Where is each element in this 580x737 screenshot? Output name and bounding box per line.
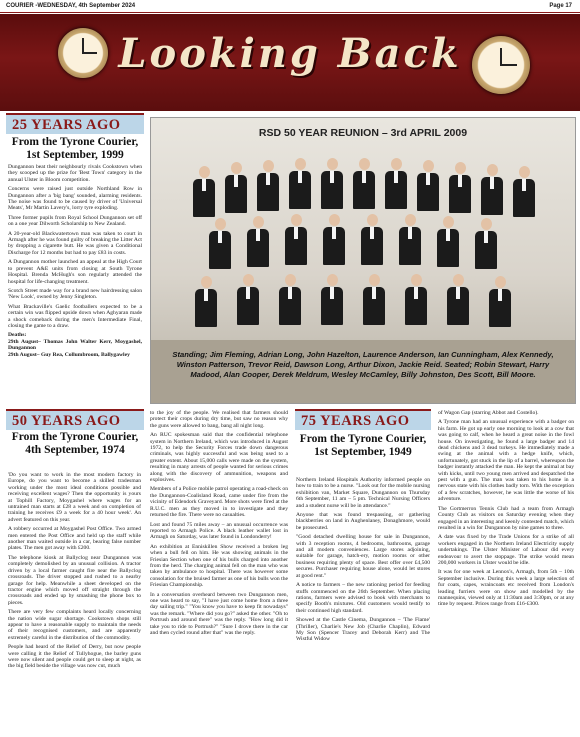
caption-standing-label: Standing;: [172, 350, 208, 359]
photo-title: RSD 50 YEAR REUNION – 3rd APRIL 2009: [258, 127, 468, 139]
article-paragraph: Scotch Street made way for a brand new hairdressing salon 'New Look', owned by Jenny Singleton.: [8, 287, 142, 301]
article-paragraph: Lost and found 75 miles away – an unusual occurrence was reported to Armagh Police. A black leather wallet lost in Armagh on Saturday, was later found in Londonderry!: [150, 521, 288, 541]
article-paragraph: Showed at the Castle Cinema, Dungannon – 'The Flame' (Thriller), Charlie's New Job (Charlie Chaplin), Edward My Son (Spencer Tracey and Deborah Kerr) and The Wistful Widow: [296, 617, 430, 643]
banner-title: Looking Back: [118, 30, 462, 77]
article-paragraph: In a conversation overheard between two Dungannon men, one was heard to say, "I have just come home from a three day sailing trip." "You know you have to keep fit nowadays" was the remark. "Where did you go?" asked the other. "Oh to Portrush and around there" was the reply. "How long did it take you to ride to Portrush?" "Sure I drove there in the car and then cycled round after that" was the reply.: [150, 591, 288, 636]
article-paragraph: Dungannon beat their neighbourly rivals Cookstown when they scooped up the prize for 'Best Town' category in the annual Ulster in Bloom competition.: [8, 164, 142, 183]
article-paragraph: Concerns were raised just outside Northland Row in Dungannon after a 'big bang' sounded, alarming residents. The noise was found to be caused by driver of 'Universal Meats', Mr Martin Lavery's, lorry tyre exploding.: [8, 186, 142, 212]
article-paragraph: Members of a Police mobile patrol operating a road-check on the Dungannon-Coalisland Road, came under fire from the vicinity of Edendork Graveyard. More shots were fired at the R.U.C. men as they moved in to investigate and they returned the fire. There were no casualties.: [150, 486, 288, 519]
article-paragraph: An exhibition at Enniskillen Show received a broken leg when a bull fell on him. He was showing animals in the Friesian Section when one of his bulls charged into another from the herd. The charging animal fell on the man who was taken by ambulance to hospital. There was however some consolation for the bruised farmer as one of his bulls won the Friesian Championship.: [150, 543, 288, 589]
group-of-people: [185, 166, 541, 341]
section-subhead-25: From the Tyrone Courier, 1st September, 1999: [11, 136, 139, 161]
reunion-photo: [150, 117, 576, 404]
photo-caption: [161, 350, 565, 380]
article-paragraph: People had heard of the Relief of Derry, but now people were calling it the Relief of Tullyhogue, the barley guns were now silent and people could get to sleep at night, as the big field beside the village was now cut, much: [8, 644, 141, 670]
clock-icon: [472, 36, 530, 94]
caption-seated-names: Robin Stewart, Harry Madood, Alan Cooper, Derek Meldrum, Wesley McCamley, Billy Johnston, Des Scott, Bill Moore.: [190, 360, 550, 379]
article-paragraph: An RUC spokesman said that the confidential telephone system in Northern Ireland, which was introduced in August 1972, to help the Security Forces trade down dangerous criminals, was highly successful and was being used to a greater extent. About 15,000 calls were made on the system, resulting in many arrests of people wanted for serious crimes along with the discovery of ammunition, weapons and explosives.: [150, 432, 288, 484]
article-paragraph: What Brackaville's Gaelic footballers expected to be a certain win was flipped upside down when Aghyaran made a shock comeback during the men's Intermediate Final, closing the game to a draw.: [8, 303, 142, 329]
article-column-75b: [438, 410, 574, 611]
section-heading-75: 75 YEARS AGO: [295, 409, 431, 430]
section-heading-25: 25 YEARS AGO: [6, 113, 144, 134]
death-notice: 29th August– Thomas John Walter Kerr, Moygashel, Dungannon: [8, 338, 142, 352]
article-column-50a: [8, 472, 141, 673]
article-paragraph: 'Do you want to work in the most modern factory in Europe, do you want to become a skilled tradesman working under the most ideal conditions possible and receiving excellent wages? Then the opportunity is yours at Tophill Factory, Moygashel where wages for an untrained man starts at £28 a week and on completion of training he receives £9 a week for a 40 hour week'. An advert featured on this year.: [8, 472, 141, 523]
looking-back-banner: [0, 14, 580, 111]
article-paragraph: A Dungannon mother launched an appeal at the High Court to prevent A&E units from closing at South Tyrone Hospital. Brenda McHugh's son regularly attended the hospital for life-changing treatment.: [8, 259, 142, 285]
section-subhead-75: From the Tyrone Courier, 1st September, 1949: [299, 433, 427, 458]
section-subhead-50: From the Tyrone Courier, 4th September, 1974: [11, 431, 139, 456]
article-column-75a: [296, 477, 430, 646]
article-paragraph: to the joy of the people. We realised that farmers should protect their crops during dry time, but saw no reason why the guns were allowed to bang, bang all night long.: [150, 410, 288, 429]
section-heading-50: 50 YEARS AGO: [6, 409, 144, 430]
article-paragraph: A notice to farmers – the new rationing period for feeding stuffs commenced on the 26th September. When placing rations, farmers were advised to book with merchants to specify Booth's mixtures. Old customers would testify to their continued high standard.: [296, 582, 430, 614]
article-paragraph: It was for one week at Lennox's, Armagh, from 5th – 10th September inclusive. During this week a large selection of fur coats, capes, wraincoats etc received from London's leading furriers were on show and modelled by the mannequins, viewed only at 11:30am and 3:30pm, or at any time by request. Prices range from £16-£300.: [438, 569, 574, 608]
article-column-25: [8, 164, 142, 358]
article-paragraph: A 20-year-old Blackwatertown man was taken to court in Armagh after he was found guilty of breaking the Litter Act by dropping a cigarette butt. He was given a Conditional Discharge for 12 months but had to pay £83 in costs.: [8, 230, 142, 256]
death-notice: 29th August– Guy Rea, Collumbroom, Ballygawley: [8, 351, 130, 358]
article-paragraph: A date was fixed by the Trade Unions for a strike of all workers engaged in the Northern Ireland Electricity supply undertakings. The Ulster Minister of Labour did every endeavour to avert the stoppage. The strike would mean 200,000 workers in Ulster would be idle.: [438, 534, 574, 566]
article-paragraph: Anyone that was found trespassing, or gathering blackberries on land in Aughenlaney, Donaghmore, would be prosecuted.: [296, 512, 430, 531]
article-column-50b: [150, 410, 288, 639]
page-header: [0, 0, 580, 13]
caption-seated-label: Seated;: [444, 360, 473, 369]
article-paragraph: A Tyrone man had an unusual experience with a badger on his farm. He got up early one morning to look at a cow that was going to calf, when he heard a great noise in the fowl house. On investigating, he found a large badger and 14 dead chickens and 3 dead turkeys. He immediately made a swing at the animal with a hedge knife, which, unfortunately, got stuck in the lip of a barrel, whereupon the badger instantly attacked the man. He kept the animal at bay with kicks, until two young men arrived and despatched the pest with a gun. The man was taken to his home in a nervous state with his clothes badly torn. With the exception of a few scratches, however, he was little the worse of his adventure.: [438, 419, 574, 503]
caption-standing-names: Jim Fleming, Adrian Long, John Hazelton, Laurence Anderson, Ian Cunningham, Alex Kennedy, Winston Patterson, Trevor Reid, Dawson Long, Arthur Dixon, Jackie Reid.: [176, 350, 554, 369]
header-date: COURIER -WEDNESDAY, 4th September 2024: [6, 3, 136, 9]
article-paragraph: There are very few complaints heard locally concerning the nation wide sugar shortage. Cookstown shops still appear to have a reasonable supply to maintain the needs of their recognised customers, and are apparently extremely careful in the distribution of the commodity.: [8, 609, 141, 641]
article-paragraph: Three former pupils from Royal School Dungannon set off on a one year Dilworth Scholarship to New Zealand.: [8, 214, 142, 228]
article-paragraph: Northern Ireland Hospitals Authority informed people on how to train to be a nurse. "Look out for the mobile nursing exhibition van, Market Square, Dungannon on Thursday 6th September, 11 am – 5 pm. Technical Nursing Officers and a student nurse will be in attendance.": [296, 477, 430, 509]
article-paragraph: "Good detached dwelling house for sale in Dungannon, with 3 reception rooms, 4 bedrooms, bathrooms, garage and all modern conveniences. Large stores adjoining, suitable for garage, hatch-ery, motion rooms or other business requiring plenty of space. Best offer over £4,500 secures. Purchaser requiring house alone, would let stores at good rent.": [296, 534, 430, 579]
article-paragraph: The telephone kiosk at Ballyclog near Dungannon was completely demolished by an unusual collision. A tractor driven by a local farmer caught fire near the Ballyclog crossroads. The driver stopped and rushed to a nearby garage for help. Meanwhile a sheet developed on the tractor engine which moved off straight through the crossroads and ended up by smashing the phone box to pieces.: [8, 554, 141, 606]
deaths-label: Deaths:: [8, 332, 27, 339]
page-number: Page 17: [549, 3, 572, 9]
article-paragraph: A robbery occurred at Moygashel Post Office. Two armed men entered the Post Office and held up the staff while another man waited outside in a car, bearing false number plates. The men got away with £200.: [8, 526, 141, 552]
article-paragraph: of Wagon Gap (starring Abbot and Costello).: [438, 410, 539, 416]
article-paragraph: The Gortmerron Tennis Club had a team from Armagh County Club as visitors on Saturday evening when they engaged in an interesting and keenly contested match, which resulted in a win for Dungannon by nine games to three.: [438, 505, 574, 531]
